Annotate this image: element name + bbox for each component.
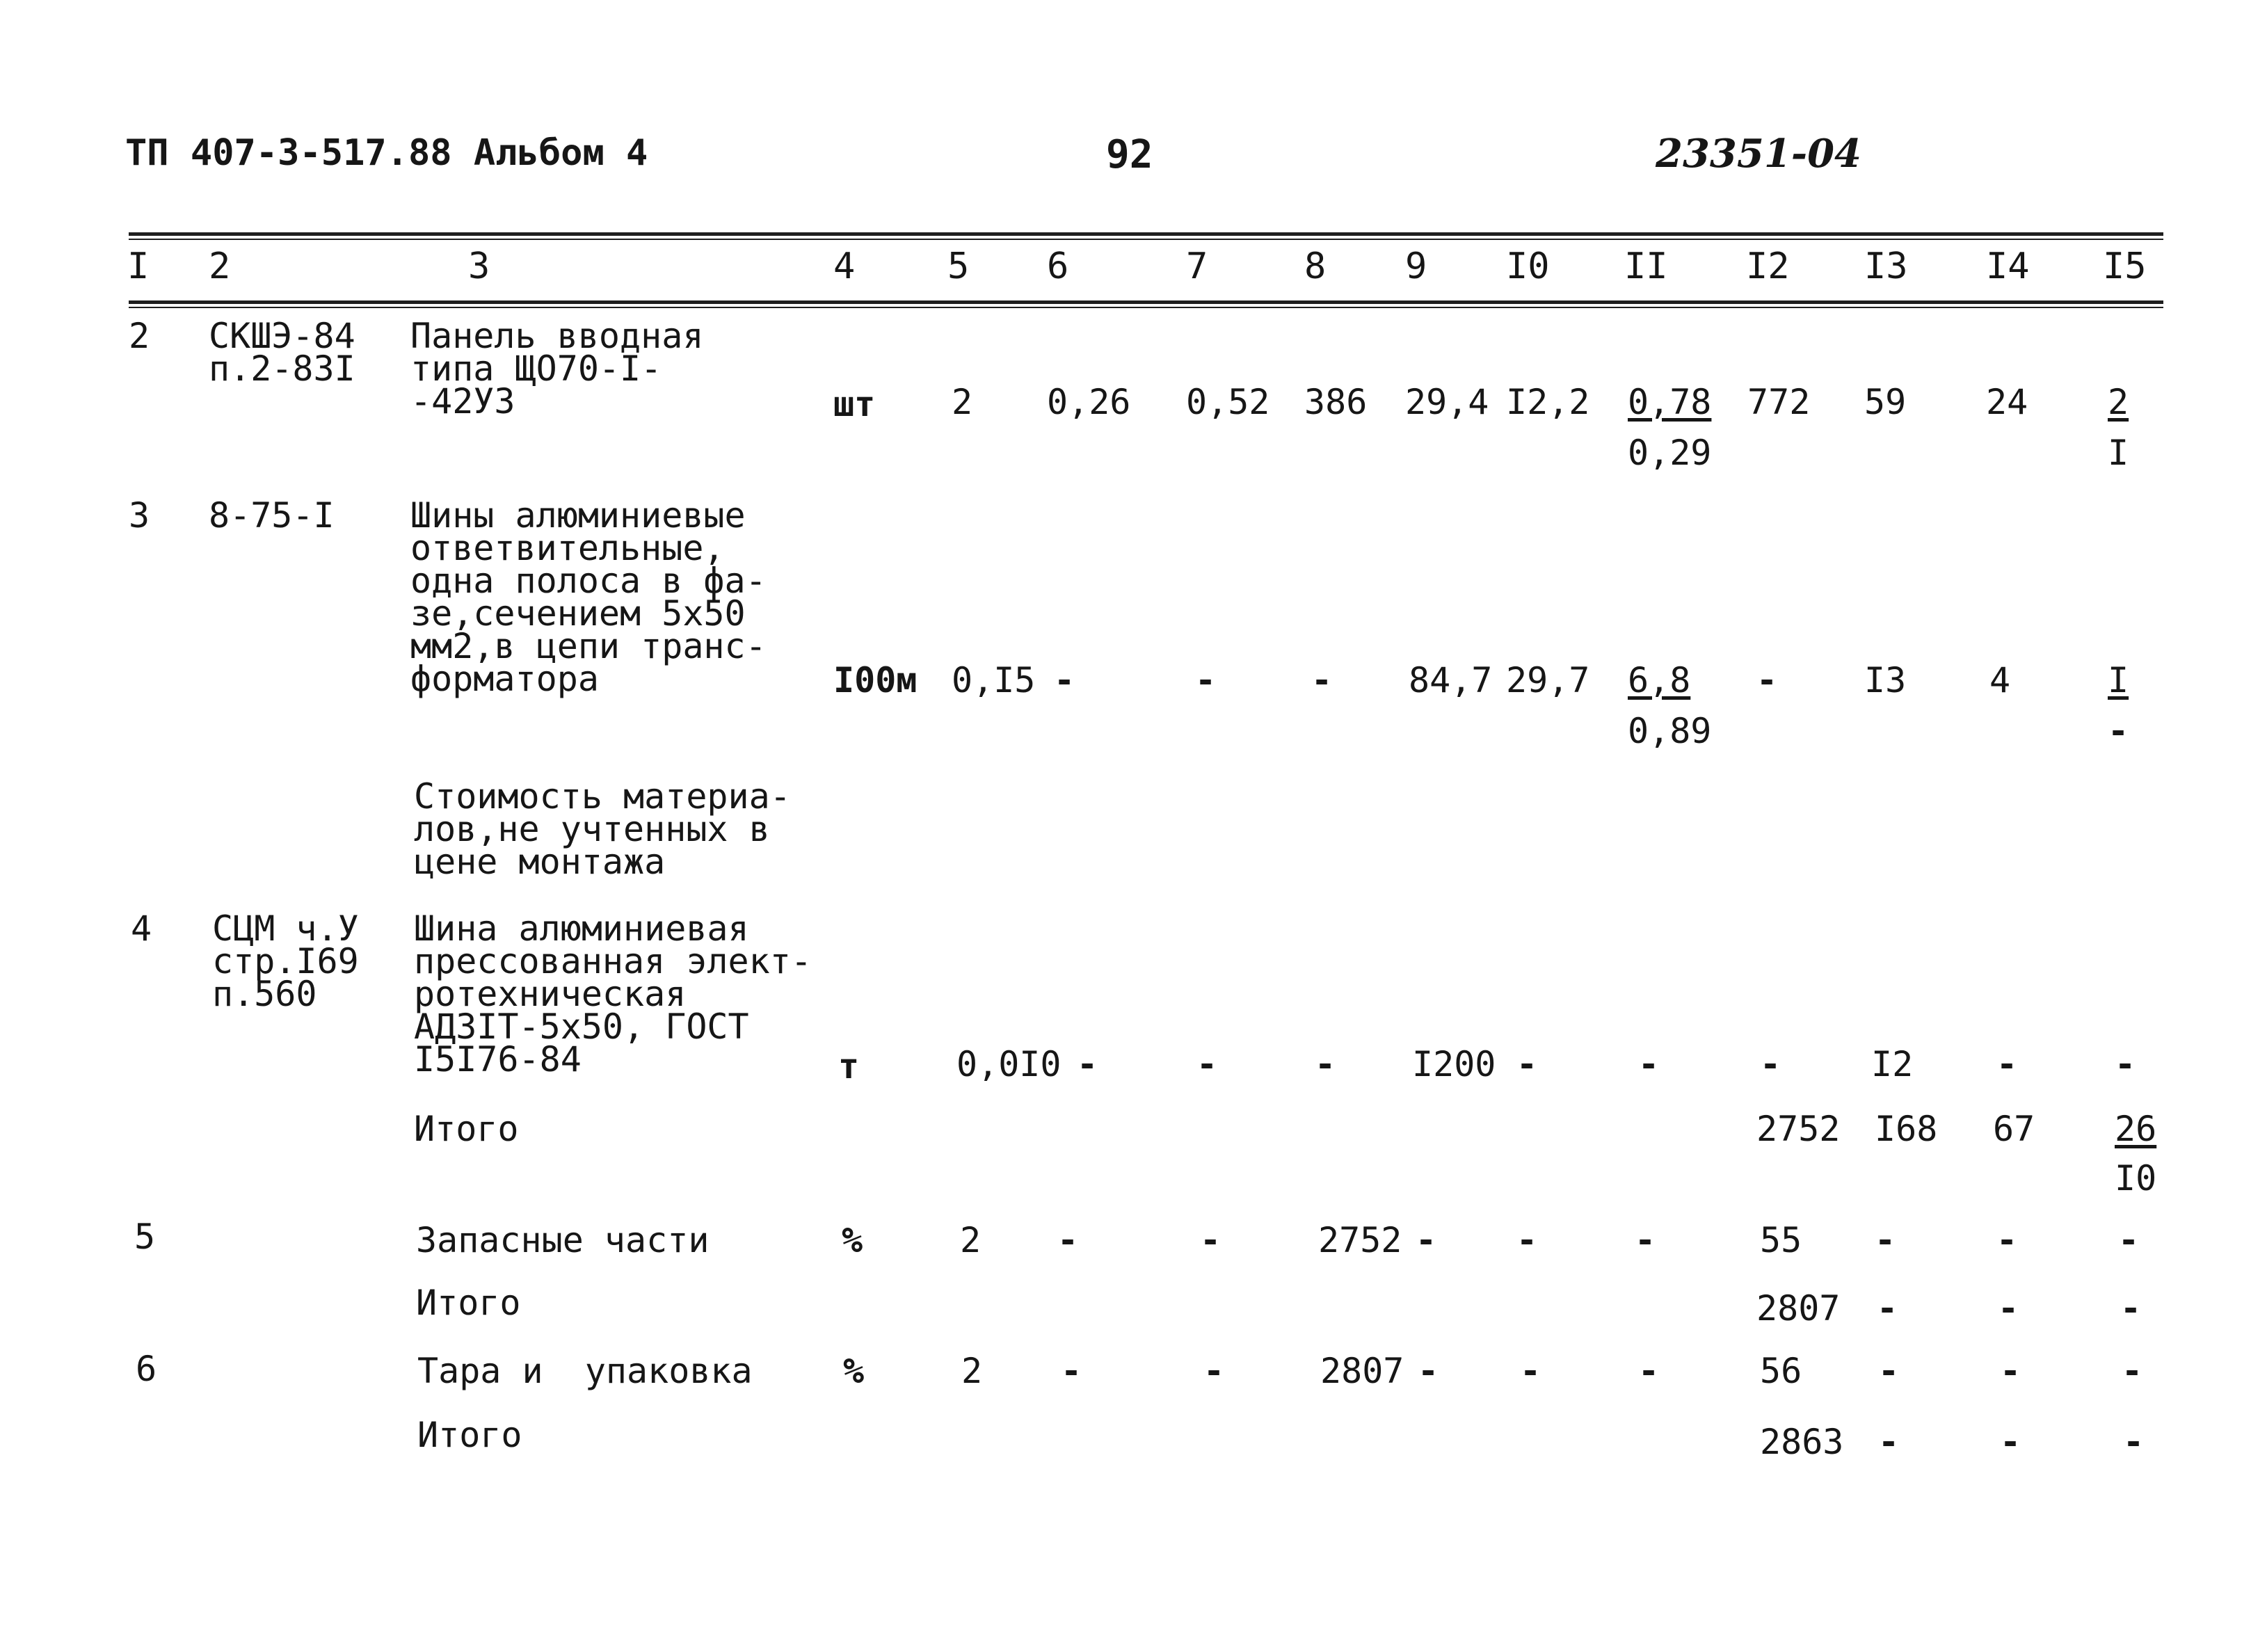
cell-col-13: I3	[1864, 660, 1907, 700]
cell-col-10: -	[1520, 1351, 1541, 1391]
cell-col-12: -	[1756, 660, 1778, 700]
column-header-3: 3	[468, 246, 490, 287]
column-header-8: 8	[1304, 246, 1327, 287]
cell-col-11-fraction	[1628, 382, 1712, 473]
cell-col-12: 55	[1760, 1220, 1802, 1260]
cell-col-8: 386	[1304, 382, 1368, 422]
cell-col-8: -	[1311, 660, 1333, 700]
column-header-14: I4	[1986, 246, 2030, 287]
column-header-4: 4	[833, 246, 856, 287]
subtotal-row	[0, 1109, 2267, 1203]
cell-col-7: 0,52	[1186, 382, 1270, 422]
fraction-numerator: 6,8	[1628, 660, 1691, 700]
cell-col-11: -	[1635, 1220, 1656, 1260]
cell-col-6: -	[1061, 1351, 1082, 1391]
section-subheading-text: Стоимость материа- лов,не учтенных в цене монтажа	[414, 776, 791, 882]
cell-col-10: -	[1516, 1220, 1538, 1260]
cell-col-9: -	[1416, 1220, 1437, 1260]
quantity: 2	[960, 1220, 982, 1260]
column-header-12: I2	[1746, 246, 1790, 287]
row-number: 4	[131, 908, 152, 949]
unit-of-measure: шт	[833, 384, 876, 424]
column-header-2: 2	[209, 246, 231, 287]
page-header	[0, 0, 2267, 230]
fraction-denominator: -	[2108, 711, 2129, 751]
cell-col-10: 29,7	[1506, 660, 1590, 700]
cell-col-15-fraction	[2108, 382, 2129, 473]
quantity: 2	[961, 1351, 983, 1391]
item-description: Тара и упаковка	[417, 1351, 753, 1391]
cell-col-9: I200	[1412, 1044, 1496, 1084]
table-top-rule	[129, 232, 2163, 236]
cell-col-14: 67	[1993, 1109, 2035, 1149]
table-row	[0, 316, 2267, 480]
item-description: Шины алюминиевые ответвительные, одна полоса в фа- зе,сечением 5х50 мм2,в цепи транс- форматора	[410, 495, 767, 699]
fraction-denominator: 0,89	[1628, 711, 1712, 751]
table-row	[0, 908, 2267, 1086]
cell-col-7: -	[1203, 1351, 1225, 1391]
column-header-6: 6	[1047, 246, 1069, 287]
subtotal-label: Итого	[414, 1109, 519, 1149]
unit-of-measure: %	[842, 1220, 863, 1260]
section-subheading	[0, 776, 2267, 885]
column-header-7: 7	[1186, 246, 1208, 287]
cell-col-14: 4	[1989, 660, 2011, 700]
cell-col-15-fraction	[2108, 660, 2129, 751]
item-description: Шина алюминиевая прессованная элект- ротехническая АДЗIТ-5х50, ГОСТ I5I76-84	[414, 908, 812, 1080]
cell-col-9: -	[1418, 1351, 1439, 1391]
fraction-numerator: I	[2108, 660, 2129, 700]
unit-of-measure: %	[843, 1351, 865, 1391]
cell-col-9: 29,4	[1405, 382, 1489, 422]
price-code: СКШЭ-84 п.2-83I	[209, 316, 355, 389]
cell-col-14: -	[1998, 1288, 2019, 1329]
cell-col-11: -	[1638, 1044, 1660, 1084]
document-reference: ТП 407-3-517.88 Альбом 4	[125, 132, 648, 174]
cell-col-7: -	[1196, 1044, 1218, 1084]
column-header-9: 9	[1405, 246, 1427, 287]
cell-col-10: I2,2	[1506, 382, 1590, 422]
cell-col-13: 59	[1864, 382, 1907, 422]
row-number: 2	[129, 316, 150, 356]
cell-col-6: -	[1057, 1220, 1079, 1260]
quantity: 0,I5	[952, 660, 1036, 700]
row-number: 3	[129, 495, 150, 536]
unit-of-measure: т	[838, 1046, 860, 1086]
table-row	[0, 495, 2267, 757]
row-number: 6	[136, 1349, 157, 1389]
fraction-numerator: 26	[2115, 1109, 2157, 1149]
cell-col-8: 2807	[1320, 1351, 1404, 1391]
column-header-10: I0	[1506, 246, 1550, 287]
row-number: 5	[134, 1217, 156, 1257]
table-header-rule-thin	[129, 307, 2163, 308]
fraction-numerator: 2	[2108, 382, 2129, 422]
cell-col-10: -	[1516, 1044, 1538, 1084]
subtotal-label: Итого	[416, 1283, 521, 1323]
column-header-5: 5	[947, 246, 970, 287]
item-description: Запасные части	[416, 1220, 710, 1260]
table-top-rule-thin	[129, 239, 2163, 240]
cell-col-15: -	[2118, 1220, 2140, 1260]
cell-col-8: -	[1315, 1044, 1336, 1084]
cell-col-12: 56	[1760, 1351, 1802, 1391]
unit-of-measure: I00м	[833, 660, 918, 700]
cell-col-12: 2752	[1756, 1109, 1841, 1149]
cell-col-9: 84,7	[1409, 660, 1493, 700]
cell-col-13: I2	[1871, 1044, 1914, 1084]
cell-col-13: I68	[1875, 1109, 1938, 1149]
cell-col-7: -	[1195, 660, 1217, 700]
fraction-numerator: 0,78	[1628, 382, 1712, 422]
column-header-1: I	[127, 246, 150, 287]
cell-col-6: 0,26	[1047, 382, 1131, 422]
cell-col-12: -	[1760, 1044, 1781, 1084]
fraction-denominator: I	[2108, 433, 2129, 473]
table-header-rule	[129, 300, 2163, 304]
cell-col-8: 2752	[1318, 1220, 1402, 1260]
item-description: Панель вводная типа ЩО70-I- -42У3	[410, 316, 704, 422]
cell-col-13: -	[1875, 1220, 1896, 1260]
fraction-denominator: 0,29	[1628, 433, 1712, 473]
cell-col-13: -	[1877, 1288, 1898, 1329]
column-header-13: I3	[1864, 246, 1908, 287]
price-code: 8-75-I	[209, 495, 335, 536]
price-code: СЦМ ч.У стр.I69 п.560	[212, 908, 359, 1014]
cell-col-15: -	[2115, 1044, 2136, 1084]
page-number: 92	[1106, 132, 1153, 177]
table-column-header	[0, 243, 2267, 299]
table-row	[0, 1349, 2267, 1402]
quantity: 0,0I0	[956, 1044, 1062, 1084]
cell-col-6: -	[1054, 660, 1075, 700]
cell-col-15: -	[2120, 1288, 2142, 1329]
cell-col-14: -	[2000, 1422, 2021, 1462]
cell-col-15: -	[2122, 1351, 2143, 1391]
cell-col-14: -	[2000, 1351, 2021, 1391]
cell-col-11: -	[1638, 1351, 1660, 1391]
subtotal-label: Итого	[417, 1415, 522, 1455]
cell-col-13: -	[1878, 1351, 1900, 1391]
cell-col-12: 772	[1747, 382, 1811, 422]
cell-col-7: -	[1200, 1220, 1221, 1260]
handwritten-stamp: 23351-04	[1656, 131, 1861, 177]
cell-col-14: 24	[1986, 382, 2028, 422]
cell-col-12: 2863	[1760, 1422, 1844, 1462]
cell-col-11-fraction	[1628, 660, 1712, 751]
cell-col-6: -	[1077, 1044, 1098, 1084]
quantity: 2	[952, 382, 973, 422]
cell-col-14: -	[1996, 1044, 2018, 1084]
cell-col-14: -	[1996, 1220, 2018, 1260]
column-header-11: II	[1624, 246, 1668, 287]
subtotal-row	[0, 1415, 2267, 1468]
subtotal-row	[0, 1283, 2267, 1336]
column-header-15: I5	[2103, 246, 2147, 287]
cell-col-15: -	[2123, 1422, 2145, 1462]
cell-col-12: 2807	[1756, 1288, 1841, 1329]
cell-col-15-fraction	[2115, 1109, 2157, 1198]
fraction-denominator: I0	[2115, 1158, 2157, 1198]
cell-col-13: -	[1878, 1422, 1900, 1462]
table-row	[0, 1217, 2267, 1269]
